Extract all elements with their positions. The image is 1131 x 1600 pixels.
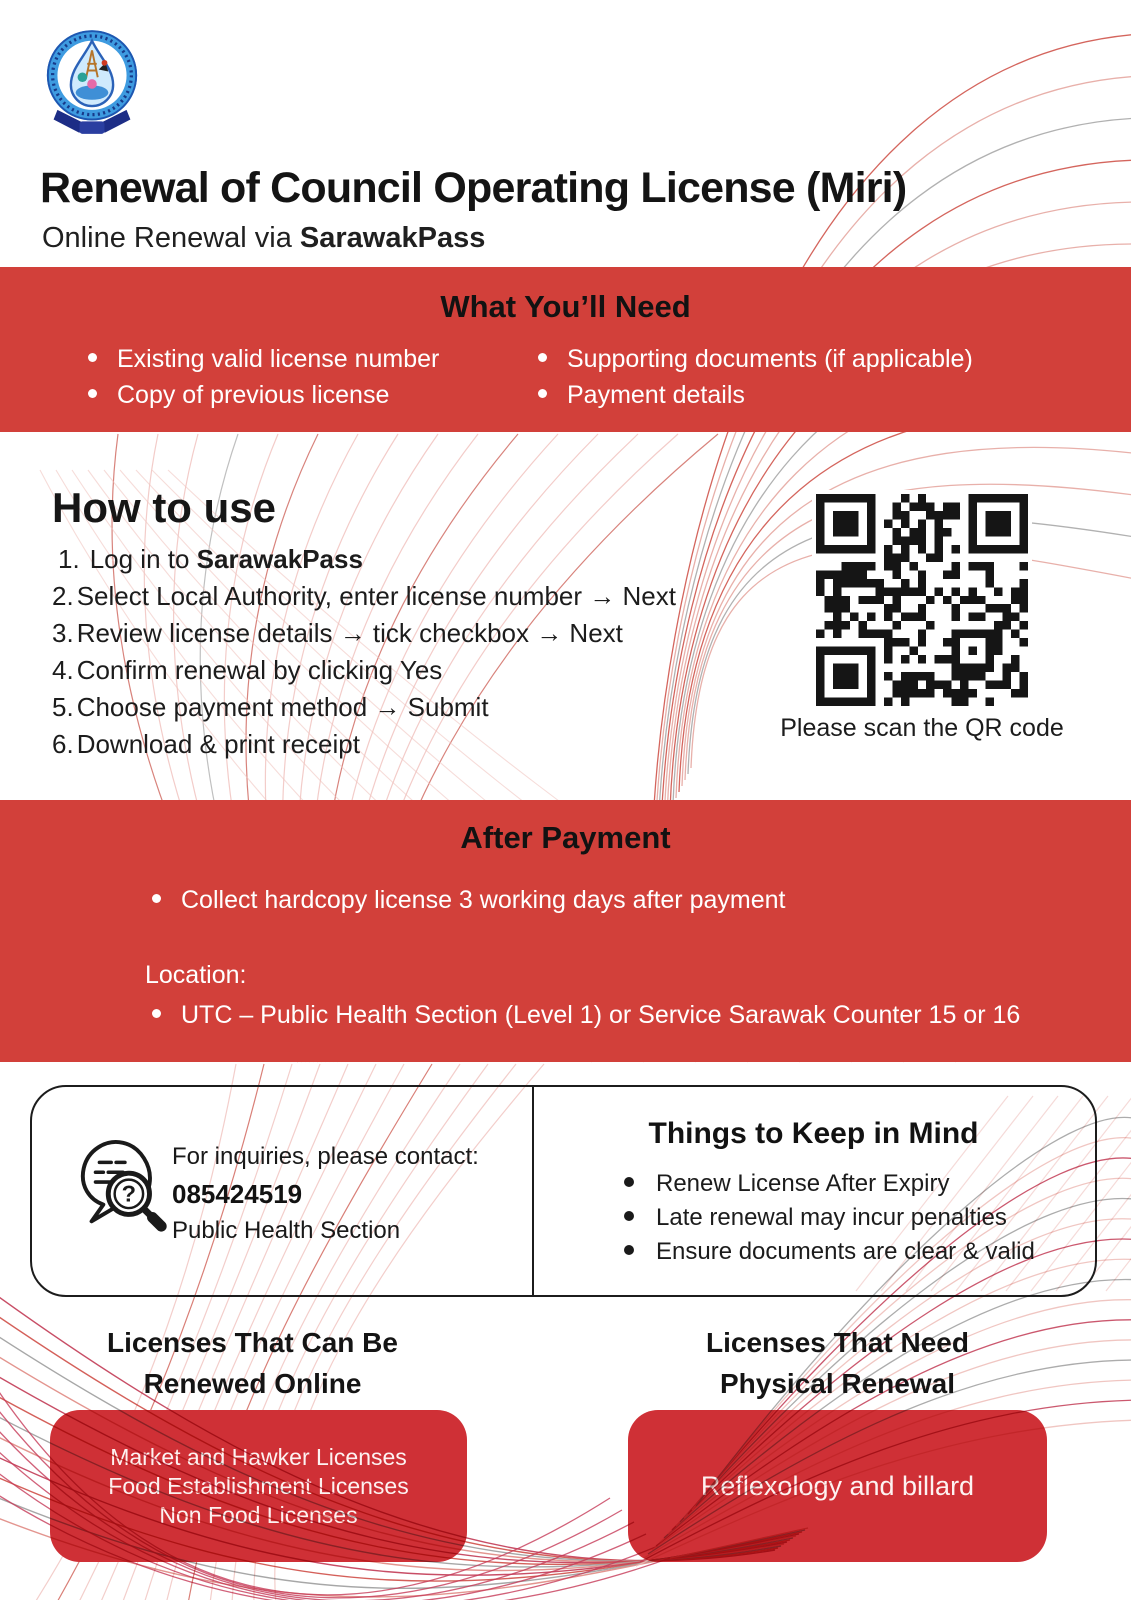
bullet-dot-icon	[152, 1009, 161, 1018]
license-type: Food Establishment Licenses	[108, 1472, 409, 1499]
list-item	[538, 377, 973, 413]
step-text: Log in to SarawakPass	[89, 544, 363, 574]
what-you-need-banner	[0, 267, 1131, 432]
need-item: Copy of previous license	[117, 381, 390, 409]
step-number: 3.	[52, 618, 74, 648]
step-number: 1.	[58, 544, 80, 574]
qr-code	[812, 490, 1032, 710]
physical-renewal-heading: Licenses That Need Physical Renewal	[706, 1327, 969, 1399]
qr-caption: Please scan the QR code	[780, 714, 1064, 742]
page-title: Renewal of Council Operating License (Miri)	[40, 164, 907, 212]
bullet-dot-icon	[538, 353, 547, 362]
list-item	[88, 341, 538, 377]
svg-text:?: ?	[121, 1180, 137, 1207]
step-4	[52, 652, 792, 689]
list-item: Ensure documents are clear & valid	[624, 1235, 1095, 1269]
keep-in-mind-panel	[532, 1087, 1095, 1295]
bullet-dot-icon	[538, 389, 547, 398]
need-column-right	[538, 341, 973, 413]
bullet-dot-icon	[88, 353, 97, 362]
step-3	[52, 615, 792, 652]
step-brand: SarawakPass	[196, 544, 363, 574]
step-text: Review license details → tick checkbox → Next	[76, 618, 623, 648]
contact-intro: For inquiries, please contact:	[172, 1143, 479, 1170]
keep-in-mind-title: Things to Keep in Mind	[648, 1117, 979, 1150]
inquiry-search-icon	[68, 1131, 176, 1239]
step-number: 2.	[52, 581, 74, 611]
online-licenses-box	[50, 1410, 467, 1562]
list-item	[538, 341, 973, 377]
bullet-dot-icon	[624, 1177, 634, 1187]
location-item: UTC – Public Health Section (Level 1) or Service Sarawak Counter 15 or 16	[181, 1001, 1021, 1029]
license-type: Market and Hawker Licenses	[110, 1443, 407, 1470]
step-6	[52, 726, 792, 763]
bullet-dot-icon	[624, 1245, 634, 1255]
what-you-need-columns	[0, 341, 1131, 413]
list-item: Renew License After Expiry	[624, 1167, 1095, 1201]
license-type: Non Food Licenses	[159, 1501, 358, 1528]
contact-phone: 085424519	[172, 1179, 303, 1209]
what-you-need-title: What You’ll Need	[440, 289, 691, 324]
step-text: Confirm renewal by clicking Yes	[76, 655, 443, 685]
after-payment-item: Collect hardcopy license 3 working days after payment	[181, 886, 786, 914]
step-5	[52, 689, 792, 726]
step-text: Select Local Authority, enter license number → Next	[76, 581, 676, 611]
step-number: 6.	[52, 729, 74, 759]
how-to-use-steps	[52, 541, 792, 763]
step-number: 5.	[52, 692, 74, 722]
need-item: Existing valid license number	[117, 345, 440, 373]
need-item: Payment details	[567, 381, 745, 409]
how-to-use-title: How to use	[52, 484, 277, 531]
list-item	[152, 997, 1131, 1033]
bullet-dot-icon	[152, 894, 161, 903]
online-renewal-heading: Licenses That Can Be Renewed Online	[107, 1327, 398, 1399]
step-number: 4.	[52, 655, 74, 685]
step-text: Choose payment method → Submit	[76, 692, 489, 722]
need-item: Supporting documents (if applicable)	[567, 345, 973, 373]
license-type: Reflexology and billard	[700, 1470, 975, 1501]
physical-licenses-box	[628, 1410, 1047, 1562]
qr-code-image	[816, 494, 1028, 706]
list-item	[152, 882, 1131, 918]
subtitle-prefix: Online Renewal via	[42, 222, 300, 254]
need-column-left	[88, 341, 538, 413]
step-2	[52, 578, 792, 615]
keep-in-mind-list	[532, 1167, 1095, 1269]
bullet-dot-icon	[624, 1211, 634, 1221]
list-item: Late renewal may incur penalties	[624, 1201, 1095, 1235]
step-1	[52, 541, 792, 578]
info-box	[30, 1085, 1097, 1297]
location-label: Location:	[145, 961, 247, 989]
page-subtitle	[42, 222, 485, 255]
bullet-dot-icon	[88, 389, 97, 398]
list-item	[88, 377, 538, 413]
contact-block	[172, 1143, 479, 1245]
step-text: Download & print receipt	[76, 729, 360, 759]
contact-department: Public Health Section	[172, 1217, 401, 1244]
miri-council-logo	[44, 26, 140, 140]
after-payment-banner	[0, 800, 1131, 1062]
subtitle-brand: SarawakPass	[299, 222, 486, 254]
after-payment-title: After Payment	[460, 820, 671, 855]
